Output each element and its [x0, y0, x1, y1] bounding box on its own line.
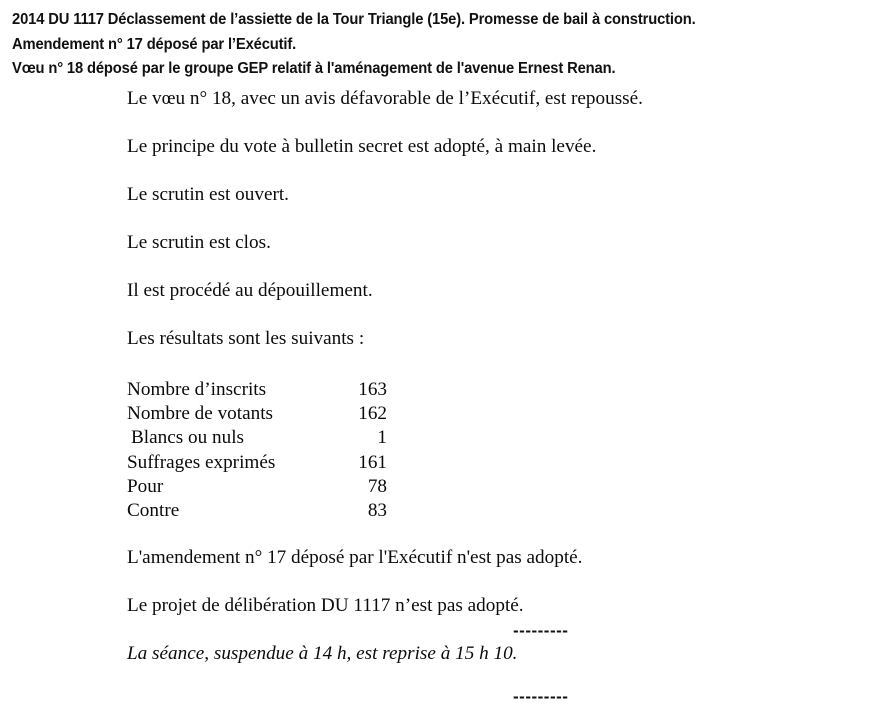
document-header [12, 8, 872, 82]
result-value-registered: 163 [358, 379, 387, 400]
table-row [127, 378, 387, 402]
result-label-registered: Nombre d’inscrits [127, 379, 267, 400]
result-label-blank-void: Blancs ou nuls [131, 427, 244, 449]
paragraph-results-intro: Les résultats sont les suivants : [127, 328, 365, 349]
table-row [127, 475, 387, 499]
result-value-for: 78 [367, 475, 387, 497]
paragraph-amendment-result: L'amendement n° 17 déposé par l'Exécutif n'est pas adopté. [127, 547, 583, 568]
header-line-title: 2014 DU 1117 Déclassement de l’assiette de la Tour Triangle (15e). Promesse de bail à construction. [12, 11, 696, 28]
header-line-amendment: Amendement n° 17 déposé par l’Exécutif. [12, 35, 297, 53]
result-value-blank-void: 1 [377, 427, 387, 449]
paragraph-ballot-closed: Le scrutin est clos. [127, 232, 271, 253]
document-closing [127, 545, 867, 667]
header-line-voeu: Vœu n° 18 déposé par le groupe GEP relatif à l'aménagement de l'avenue Ernest Renan. [12, 60, 616, 77]
table-row [127, 499, 387, 523]
paragraph-ballot-open: Le scrutin est ouvert. [127, 184, 289, 205]
vote-results-table [127, 378, 387, 523]
paragraph-secret-ballot: Le principe du vote à bulletin secret est adopté, à main levée. [127, 136, 597, 157]
paragraph-voeu-rejected: Le vœu n° 18, avec un avis défavorable de l’Exécutif, est repoussé. [127, 88, 643, 109]
document-body [127, 86, 867, 373]
result-label-for: Pour [127, 475, 164, 497]
table-row [127, 426, 387, 450]
result-value-voters: 162 [358, 403, 387, 425]
paragraph-counting: Il est procédé au dépouillement. [127, 280, 373, 301]
result-value-against: 83 [367, 500, 387, 522]
result-value-votes-cast: 161 [358, 451, 387, 473]
section-separator-first: --------- [513, 621, 569, 640]
paragraph-session-suspension: La séance, suspendue à 14 h, est reprise à 15 h 10. [127, 643, 518, 664]
result-label-votes-cast: Suffrages exprimés [127, 451, 276, 473]
paragraph-deliberation-result: Le projet de délibération DU 1117 n’est pas adopté. [127, 595, 524, 616]
result-label-against: Contre [127, 500, 180, 522]
result-label-voters: Nombre de votants [127, 403, 274, 425]
table-row [127, 451, 387, 475]
table-row [127, 402, 387, 426]
section-separator-second: --------- [513, 687, 569, 706]
